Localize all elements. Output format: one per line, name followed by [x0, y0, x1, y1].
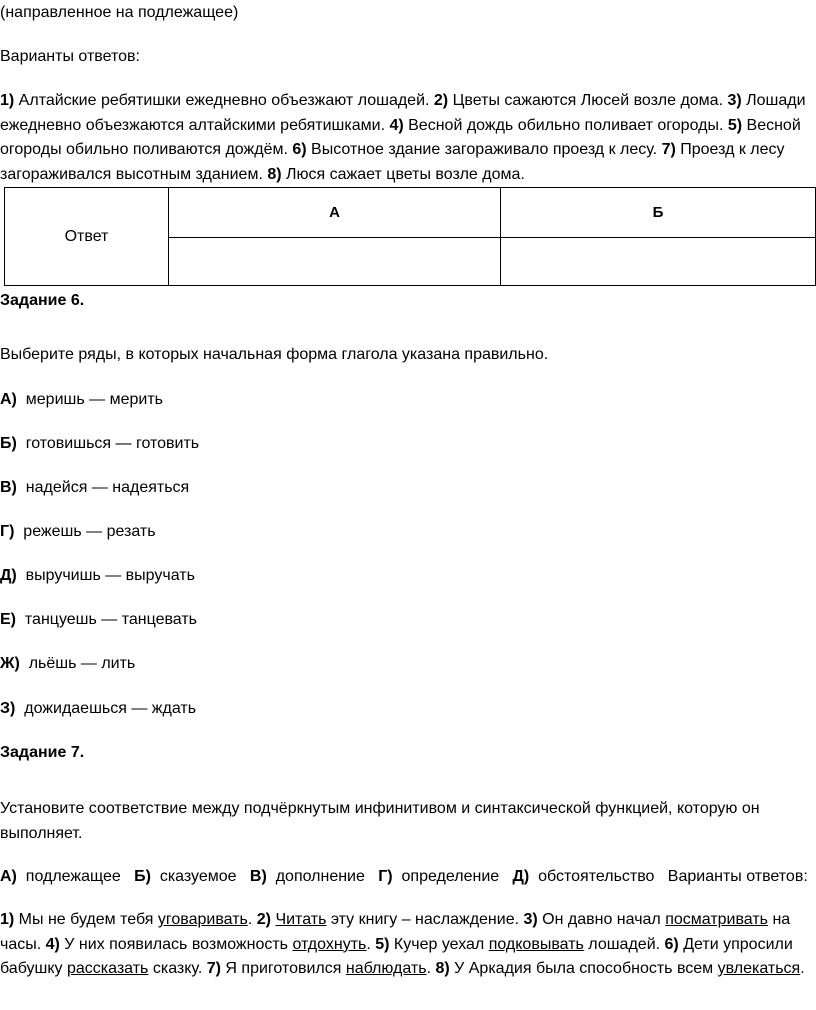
list-item: [0, 476, 189, 500]
answer-cell-b[interactable]: [501, 238, 816, 286]
underlined-infinitive: уговаривать: [157, 911, 248, 928]
option-number: 5): [727, 116, 743, 134]
option-number: 4): [45, 935, 60, 953]
list-item: [0, 608, 197, 632]
option-number: 8): [435, 960, 450, 977]
option-text: на часы.: [0, 911, 791, 953]
function-letter: Б): [134, 868, 151, 885]
task6-title: Задание 6.: [0, 292, 85, 309]
option-text: У них появилась возможность: [59, 935, 293, 953]
option-text: .: [800, 960, 805, 977]
variants-label: Варианты ответов:: [667, 868, 808, 885]
option-number: 8): [267, 165, 282, 183]
function-list: [0, 865, 808, 889]
item-text: надейся — надеяться: [25, 479, 190, 496]
sentence-options: [0, 89, 814, 187]
function-letter: В): [249, 868, 267, 885]
infinitive-options: [0, 908, 814, 982]
option-text: Лошади ежедневно объезжаются алтайскими ребятишками.: [0, 92, 806, 134]
option-text: эту книгу – наслаждение.: [326, 911, 524, 928]
option-text: Высотное здание загораживало проезд к лесу.: [306, 141, 662, 158]
option-number: 6): [292, 141, 307, 158]
option-number: 5): [375, 935, 390, 953]
option-text: .: [247, 911, 257, 928]
item-text: меришь — мерить: [25, 391, 163, 408]
option-text: Цветы сажаются Люсей возле дома.: [448, 92, 728, 109]
answer-row-label: Ответ: [5, 188, 169, 286]
function-text: обстоятельство: [538, 868, 655, 885]
option-number: 2): [256, 911, 271, 928]
option-number: 6): [664, 935, 679, 953]
item-letter: В): [0, 479, 17, 496]
list-item: [0, 432, 199, 456]
option-text: Люся сажает цветы возле дома.: [281, 165, 525, 183]
item-text: готовишься — готовить: [25, 435, 200, 452]
option-number: 1): [0, 92, 15, 109]
variants-heading: Варианты ответов:: [0, 48, 140, 65]
task6-prompt: Выберите ряды, в которых начальная форма глагола указана правильно.: [0, 346, 549, 363]
option-text: У Аркадия была способность всем: [449, 960, 718, 977]
item-letter: З): [0, 700, 16, 717]
underlined-infinitive: Читать: [275, 911, 327, 928]
underlined-infinitive: отдохнуть: [292, 935, 367, 953]
option-number: 7): [206, 960, 221, 977]
option-text: Весной дождь обильно поливает огороды.: [403, 116, 728, 134]
list-item: [0, 564, 195, 588]
task7-prompt: Установите соответствие между подчёркнутым инфинитивом и синтаксической функцией, которую он выполняет.: [0, 800, 760, 842]
option-number: 3): [727, 92, 742, 109]
list-item: [0, 520, 156, 544]
option-number: 3): [523, 911, 538, 928]
column-header-a: А: [169, 188, 501, 238]
function-text: дополнение: [275, 868, 365, 885]
option-number: 1): [0, 911, 15, 928]
option-number: 4): [389, 116, 404, 134]
item-letter: Ж): [0, 655, 20, 672]
subject-note: (направленное на подлежащее): [0, 4, 239, 21]
option-text: Проезд к лесу загораживался высотным зданием.: [0, 141, 785, 183]
item-text: дожидаешься — ждать: [24, 700, 197, 717]
option-text: Он давно начал: [537, 911, 666, 928]
option-text: Мы не будем тебя: [14, 911, 158, 928]
answer-cell-a[interactable]: [169, 238, 501, 286]
underlined-infinitive: наблюдать: [345, 960, 427, 977]
item-letter: А): [0, 391, 17, 408]
option-text: Весной огороды обильно поливаются дождём.: [0, 116, 801, 158]
task7-title: Задание 7.: [0, 744, 85, 761]
item-text: режешь — резать: [23, 523, 156, 540]
option-text: Дети упросили бабушку: [0, 935, 793, 977]
list-item: [0, 697, 196, 721]
function-text: определение: [401, 868, 500, 885]
underlined-infinitive: подковывать: [488, 935, 584, 953]
item-letter: Д): [0, 567, 17, 584]
item-letter: Б): [0, 435, 17, 452]
option-number: 2): [433, 92, 449, 109]
option-number: 7): [661, 141, 676, 158]
option-text: Алтайские ребятишки ежедневно объезжают лошадей.: [14, 92, 434, 109]
column-header-b: Б: [501, 188, 816, 238]
underlined-infinitive: увлекаться: [717, 960, 801, 977]
function-text: подлежащее: [25, 868, 121, 885]
item-letter: Г): [0, 523, 15, 540]
function-letter: А): [0, 868, 17, 885]
item-text: льёшь — лить: [28, 655, 136, 672]
function-letter: Д): [512, 868, 530, 885]
answer-table: [4, 187, 816, 286]
underlined-infinitive: посматривать: [665, 911, 769, 928]
option-text: Кучер уехал: [389, 935, 489, 953]
option-text: лошадей.: [583, 935, 665, 953]
option-text: .: [366, 935, 376, 953]
function-letter: Г): [378, 868, 393, 885]
item-text: танцуешь — танцевать: [24, 611, 198, 628]
item-letter: Е): [0, 611, 16, 628]
underlined-infinitive: рассказать: [66, 960, 149, 977]
option-text: .: [426, 960, 436, 977]
function-text: сказуемое: [159, 868, 237, 885]
option-text: сказку.: [148, 960, 207, 977]
list-item: [0, 388, 163, 412]
list-item: [0, 652, 135, 676]
item-text: выручишь — выручать: [25, 567, 195, 584]
option-text: Я приготовился: [220, 960, 346, 977]
